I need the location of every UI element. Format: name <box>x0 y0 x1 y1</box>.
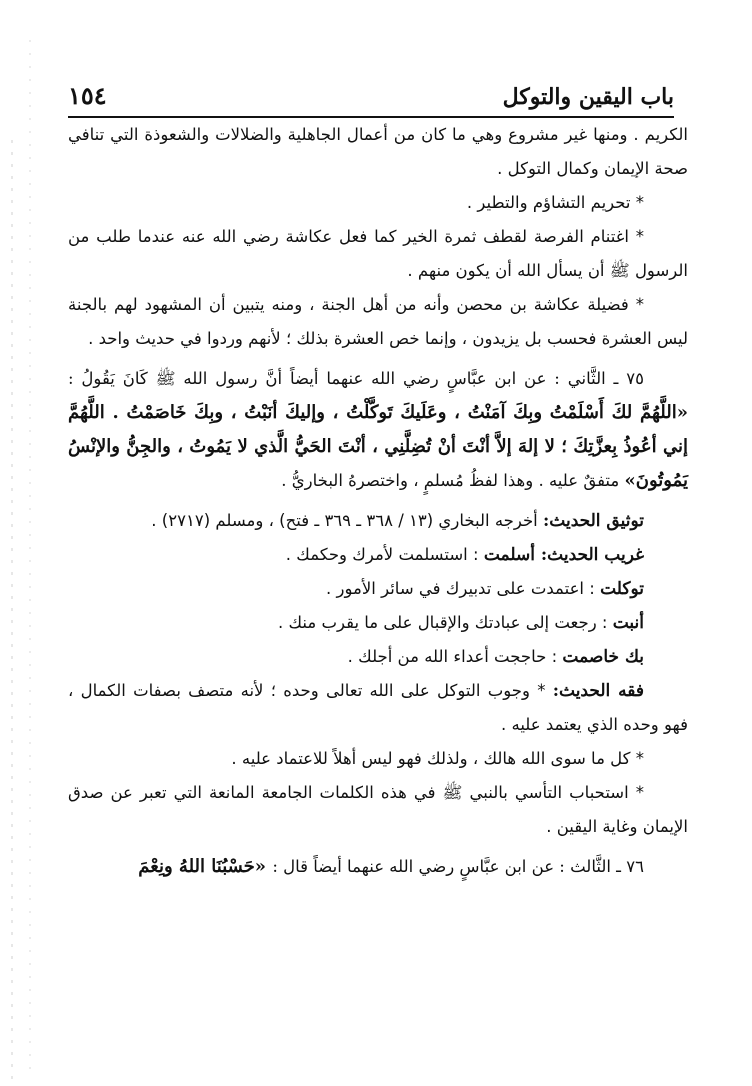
gharib-term: أنبت <box>612 613 644 633</box>
tawthiq-label: توثيق الحديث: <box>543 511 644 531</box>
chapter-title: باب اليقين والتوكل <box>502 84 674 110</box>
fiqh-text: * وجوب التوكل على الله تعالى وحده ؛ لأنه متصف بصفات الكمال ، فهو وحده الذي يعتمد عليه . <box>68 681 688 734</box>
paragraph-continuation: الكريم . ومنها غير مشروع وهي ما كان من أعمال الجاهلية والضلالات والشعوذة التي تنافي صحة الإيمان وكمال التوكل . <box>68 125 688 178</box>
bullet-item: * كل ما سوى الله هالك ، ولذلك فهو ليس أهلاً للاعتماد عليه . <box>231 749 644 768</box>
hadith-source: متفقٌ عليه . وهذا لفظُ مُسلمٍ ، واختصرهُ البخاريُّ . <box>281 471 620 490</box>
tawthiq-line <box>68 504 688 538</box>
gharib-line <box>68 606 688 640</box>
bullet-item: * تحريم التشاؤم والتطير . <box>466 193 644 212</box>
gharib-line <box>68 572 688 606</box>
gharib-text: : حاججت أعداء الله من أجلك . <box>347 647 563 666</box>
hadith-intro: ٧٥ ـ الثَّاني : عن ابن عبَّاسٍ رضي الله عنهما أيضاً أنَّ رسول الله ﷺ كَانَ يَقُولُ : <box>68 369 644 388</box>
gharib-text: : اعتمدت على تدبيرك في سائر الأمور . <box>326 579 601 598</box>
hadith-quote: «حَسْبُنَا اللهُ ونِعْمَ <box>138 856 273 877</box>
gharib-label: غريب الحديث: <box>540 545 644 565</box>
bullet-item: * اغتنام الفرصة لقطف ثمرة الخير كما فعل عكاشة رضي الله عنه عندما طلب من الرسول ﷺ أن يسأل الله أن يكون منهم . <box>68 227 688 280</box>
page-body <box>68 118 688 884</box>
gharib-line <box>68 640 688 674</box>
fiqh-label: فقه الحديث: <box>552 681 644 701</box>
gharib-line <box>68 538 688 572</box>
margin-scan-marks <box>0 0 70 1086</box>
hadith-76 <box>68 850 688 884</box>
page-header <box>68 70 674 118</box>
fiqh-line <box>68 674 688 742</box>
gharib-text: : استسلمت لأمرك وحكمك . <box>285 545 484 564</box>
page-number: ١٥٤ <box>68 81 107 110</box>
tawthiq-text: أخرجه البخاري (١٣ / ٣٦٨ ـ ٣٦٩ ـ فتح) ، ومسلم (٢٧١٧) . <box>151 511 544 530</box>
bullet-item: * استحباب التأسي بالنبي ﷺ في هذه الكلمات الجامعة المانعة التي تعبر عن صدق الإيمان وغاية اليقين . <box>68 783 688 836</box>
hadith-quote: «اللَّهُمَّ لكَ أَسْلَمْتُ وبِكَ آمَنْتُ ، وعَلَيكَ تَوكَّلْتُ ، وإليكَ أنَبْتُ ، وبِكَ خَاصَمْتُ . اللَّهُمَّ إني أعُوذُ بِعزَّتِكَ ؛ لا إلهَ إلاَّ أنْتَ أنْ تُضِلَّنِي ، أنْتَ الحَيُّ الَّذي لا يَمُوتُ ، والجِنُّ والإنْسُ يَمُوتُونَ» <box>68 402 688 491</box>
hadith-intro: ٧٦ ـ الثَّالث : عن ابن عبَّاسٍ رضي الله عنهما أيضاً قال : <box>272 857 644 876</box>
gharib-term: أسلمت <box>483 545 541 565</box>
bullet-item: * فضيلة عكاشة بن محصن وأنه من أهل الجنة ، ومنه يتبين أن المشهود لهم بالجنة ليس العشرة فحسب بل يزيدون ، وإنما خص العشرة بذلك ؛ لأنهم وردوا في حديث واحد . <box>68 295 688 348</box>
gharib-term: توكلت <box>600 579 644 599</box>
gharib-text: : رجعت إلى عبادتك والإقبال على ما يقرب منك . <box>278 613 613 632</box>
hadith-75 <box>68 362 688 498</box>
gharib-term: بك خاصمت <box>562 647 644 667</box>
